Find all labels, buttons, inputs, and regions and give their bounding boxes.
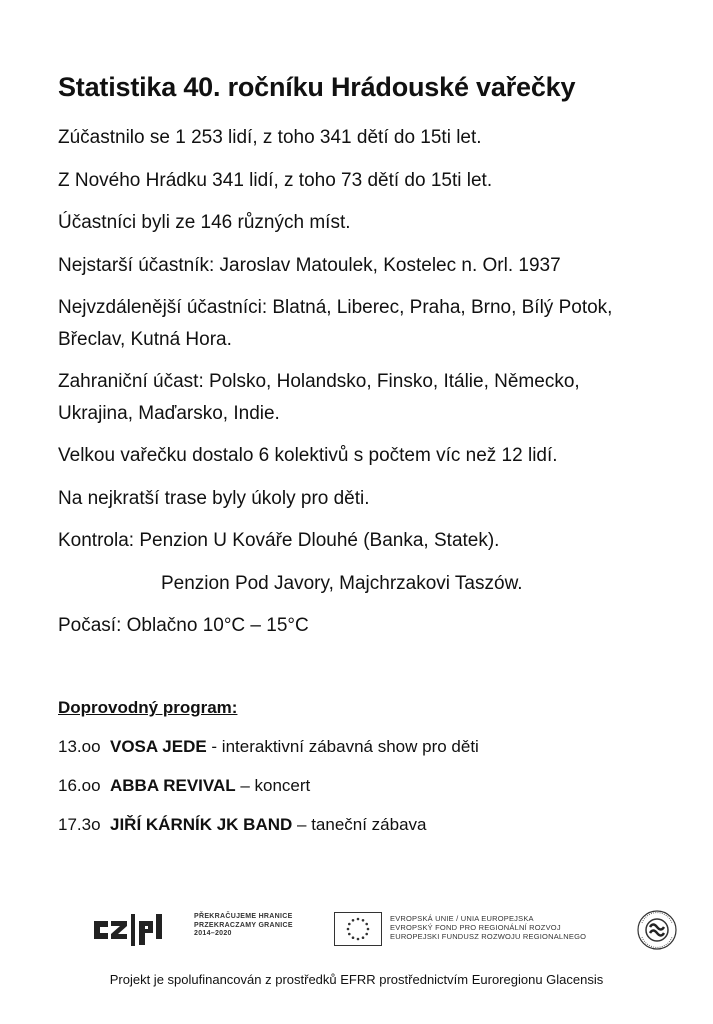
program-time: 13.oo: [58, 737, 101, 756]
czpl-caption-line: PŘEKRAČUJEME HRANICE: [194, 913, 293, 920]
page-title: Statistika 40. ročníku Hrádouské vařečky: [58, 72, 576, 102]
stat-line-participants: Zúčastnilo se 1 253 lidí, z toho 341 dětí do 15ti let.: [58, 127, 482, 148]
funding-note: Projekt je spolufinancován z prostředků EFRR prostřednictvím Euroregionu Glacensis: [109, 972, 604, 987]
program-heading: Doprovodný program:: [58, 698, 238, 717]
eu-caption-line: EVROPSKÁ UNIE / UNIA EUROPEJSKA: [390, 914, 534, 923]
czpl-caption-line: PRZEKRACZAMY GRANICE: [194, 921, 293, 929]
stat-line-places: Účastníci byli ze 146 různých míst.: [58, 212, 351, 233]
eu-caption-line: EVROPSKÝ FOND PRO REGIONÁLNÍ ROZVOJ: [390, 923, 561, 932]
eu-caption: [390, 914, 586, 941]
program-item: [58, 776, 310, 796]
program-time: 16.oo: [58, 776, 101, 795]
program-item: [58, 815, 427, 835]
program-desc: - interaktivní zábavná show pro děti: [206, 737, 479, 756]
stat-line-short-route: Na nejkratší trase byly úkoly pro děti.: [58, 488, 370, 509]
stat-line-foreign-1: Zahraniční účast: Polsko, Holandsko, Finsko, Itálie, Německo,: [58, 371, 580, 392]
euroregion-seal-icon: [636, 909, 678, 951]
program-act: JIŘÍ KÁRNÍK JK BAND: [110, 815, 293, 834]
stat-line-big-spoon: Velkou vařečku dostalo 6 kolektivů s počtem víc než 12 lidí.: [58, 445, 558, 466]
stat-line-foreign-2: Ukrajina, Maďarsko, Indie.: [58, 403, 280, 424]
czpl-caption: [194, 913, 293, 939]
sponsor-logos: [0, 905, 713, 955]
czpl-caption-line: 2014–2020: [194, 930, 232, 937]
program-desc: – koncert: [235, 776, 311, 795]
stat-line-farthest-2: Břeclav, Kutná Hora.: [58, 329, 232, 350]
stat-line-weather: Počasí: Oblačno 10°C – 15°C: [58, 615, 309, 636]
program-desc: – taneční zábava: [292, 815, 427, 834]
eu-flag-icon: [334, 912, 382, 946]
program-time: 17.3o: [58, 815, 101, 834]
stat-line-checkpoint-2: Penzion Pod Javory, Majchrzakovi Taszów.: [161, 573, 523, 594]
program-item: [58, 737, 479, 757]
stat-line-farthest-1: Nejvzdálenější účastníci: Blatná, Liberec, Praha, Brno, Bílý Potok,: [58, 297, 613, 318]
czpl-logo: [92, 911, 184, 947]
program-act: VOSA JEDE: [110, 737, 207, 756]
stat-line-novy-hradek: Z Nového Hrádku 341 lidí, z toho 73 dětí do 15ti let.: [58, 170, 493, 191]
stat-line-oldest: Nejstarší účastník: Jaroslav Matoulek, Kostelec n. Orl. 1937: [58, 255, 561, 276]
eu-caption-line: EUROPEJSKI FUNDUSZ ROZWOJU REGIONALNEGO: [390, 932, 587, 941]
stat-line-checkpoint-1: Kontrola: Penzion U Kováře Dlouhé (Banka, Statek).: [58, 530, 500, 551]
program-act: ABBA REVIVAL: [110, 776, 236, 795]
